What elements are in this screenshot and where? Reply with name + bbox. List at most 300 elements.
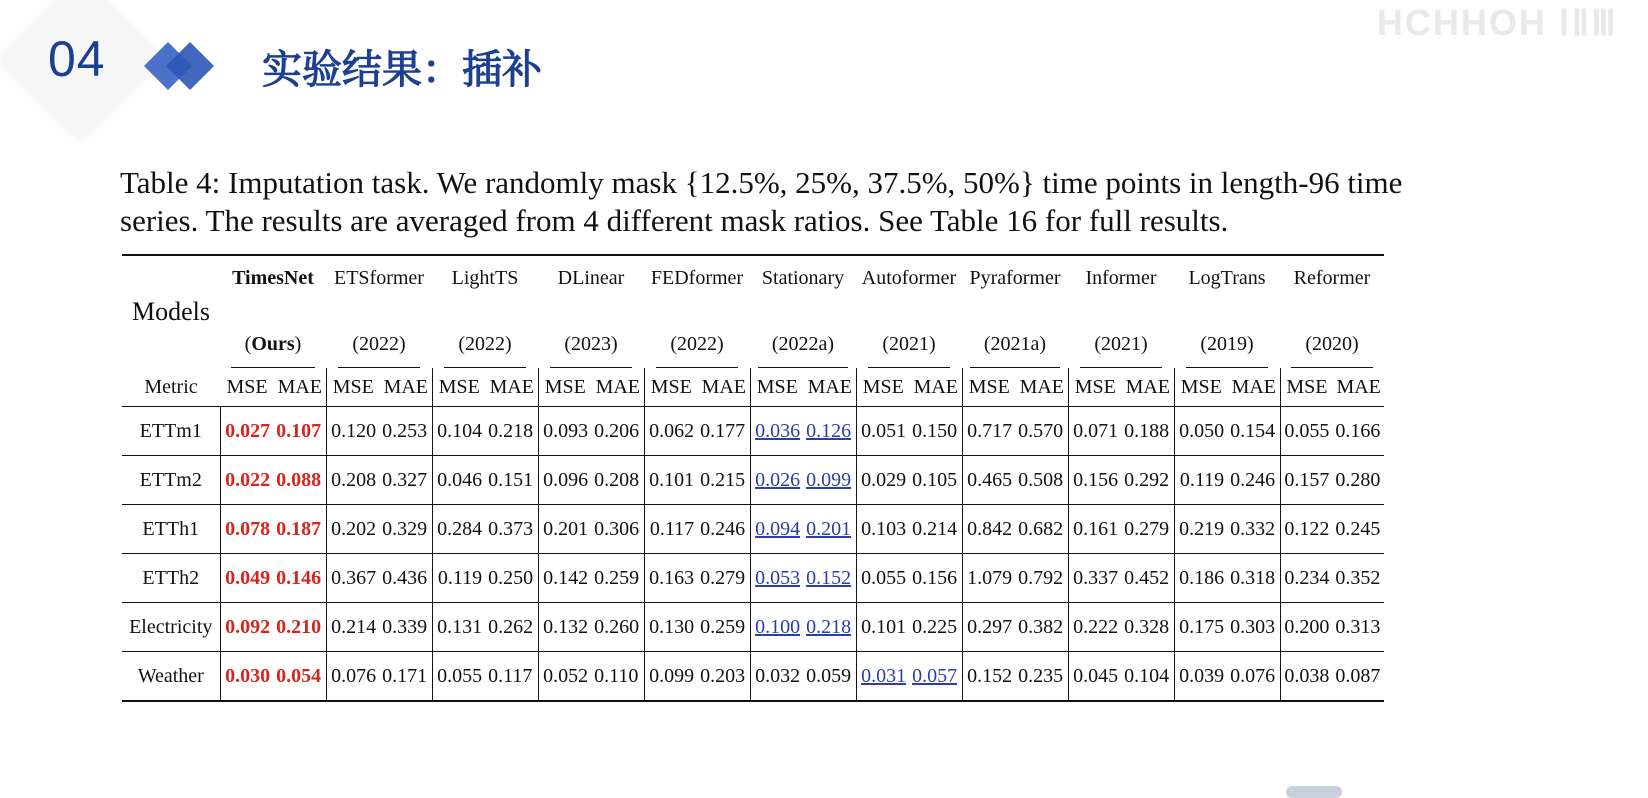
table-row bbox=[122, 407, 1384, 456]
cell-mse bbox=[1068, 554, 1122, 603]
cell-value: 0.186 bbox=[1179, 566, 1225, 589]
model-header-3 bbox=[538, 255, 644, 368]
cell-value: 0.329 bbox=[382, 517, 428, 540]
cell-mse bbox=[644, 554, 698, 603]
cell-value: 0.152 bbox=[806, 566, 852, 589]
cell-mae bbox=[274, 456, 326, 505]
model-name: ETSformer bbox=[334, 267, 424, 289]
model-header-10 bbox=[1280, 255, 1384, 368]
cell-mse bbox=[1174, 407, 1228, 456]
cell-mae bbox=[1016, 505, 1068, 554]
cell-value: 0.119 bbox=[437, 566, 483, 589]
cell-mse bbox=[1068, 505, 1122, 554]
cell-mae bbox=[910, 407, 962, 456]
cell-value: 0.337 bbox=[1073, 566, 1119, 589]
cell-value: 0.792 bbox=[1018, 566, 1064, 589]
cell-mse bbox=[220, 652, 274, 702]
cell-value: 0.092 bbox=[225, 615, 271, 638]
cell-value: 0.201 bbox=[806, 517, 852, 540]
table-row bbox=[122, 505, 1384, 554]
cell-mse bbox=[856, 456, 910, 505]
cell-mse bbox=[750, 407, 804, 456]
cell-mse bbox=[220, 505, 274, 554]
cell-mae bbox=[1122, 554, 1174, 603]
cell-value: 0.126 bbox=[806, 419, 852, 442]
models-label: Models bbox=[132, 297, 210, 326]
metric-mse: MSE bbox=[862, 375, 904, 398]
cell-mse bbox=[538, 554, 592, 603]
metric-header-row bbox=[122, 368, 1384, 407]
metric-mse: MSE bbox=[968, 375, 1010, 398]
models-header-row bbox=[122, 255, 1384, 368]
model-header-6 bbox=[856, 255, 962, 368]
section-number: 04 bbox=[48, 31, 106, 87]
cell-value: 0.103 bbox=[861, 517, 907, 540]
cell-mae bbox=[592, 505, 644, 554]
cell-value: 0.382 bbox=[1018, 615, 1064, 638]
cell-mse bbox=[856, 407, 910, 456]
cell-mae bbox=[274, 603, 326, 652]
cell-mse bbox=[962, 603, 1016, 652]
cell-value: 0.101 bbox=[861, 615, 907, 638]
cell-value: 0.045 bbox=[1073, 664, 1119, 687]
cell-value: 0.051 bbox=[861, 419, 907, 442]
cell-mse bbox=[644, 407, 698, 456]
cell-value: 0.187 bbox=[276, 517, 322, 540]
cell-mae bbox=[1333, 456, 1384, 505]
metric-mae: MAE bbox=[486, 368, 538, 407]
cell-mse bbox=[1068, 407, 1122, 456]
cell-mse bbox=[326, 505, 380, 554]
cell-value: 0.225 bbox=[912, 615, 958, 638]
cell-value: 1.079 bbox=[967, 566, 1013, 589]
cell-mse bbox=[538, 505, 592, 554]
dataset-name: Electricity bbox=[122, 603, 220, 652]
metric-mae: MAE bbox=[274, 368, 326, 407]
cell-mae bbox=[698, 603, 750, 652]
cell-value: 0.027 bbox=[225, 419, 271, 442]
cell-value: 0.055 bbox=[437, 664, 483, 687]
cell-value: 0.094 bbox=[755, 517, 801, 540]
cell-mse bbox=[1174, 505, 1228, 554]
cell-mse bbox=[962, 505, 1016, 554]
cell-value: 0.259 bbox=[594, 566, 640, 589]
cell-value: 0.842 bbox=[967, 517, 1013, 540]
cell-value: 0.142 bbox=[543, 566, 589, 589]
cell-mse bbox=[326, 554, 380, 603]
cell-mse bbox=[1280, 603, 1333, 652]
model-year: (2021) bbox=[1080, 328, 1161, 368]
model-header-4 bbox=[644, 255, 750, 368]
model-name: Stationary bbox=[761, 267, 845, 289]
cell-value: 0.682 bbox=[1018, 517, 1064, 540]
metric-mse: MSE bbox=[756, 375, 798, 398]
cell-mse bbox=[750, 603, 804, 652]
metric-mse: MSE bbox=[1180, 375, 1222, 398]
cell-mae bbox=[1333, 603, 1384, 652]
cell-value: 0.076 bbox=[1230, 664, 1276, 687]
cell-mae bbox=[910, 603, 962, 652]
cell-value: 0.104 bbox=[1124, 664, 1170, 687]
cell-value: 0.262 bbox=[488, 615, 534, 638]
cell-value: 0.119 bbox=[1179, 468, 1225, 491]
cell-mae bbox=[1228, 554, 1280, 603]
metric-mse: MSE bbox=[1286, 375, 1328, 398]
cell-value: 0.452 bbox=[1124, 566, 1170, 589]
cell-mae bbox=[592, 456, 644, 505]
cell-mae bbox=[274, 505, 326, 554]
cell-value: 0.130 bbox=[649, 615, 695, 638]
cell-value: 0.151 bbox=[488, 468, 534, 491]
table-row bbox=[122, 603, 1384, 652]
cell-value: 0.104 bbox=[437, 419, 483, 442]
cell-mse bbox=[644, 456, 698, 505]
cell-mse bbox=[856, 603, 910, 652]
cell-value: 0.054 bbox=[276, 664, 322, 687]
cell-mae bbox=[1333, 505, 1384, 554]
cell-value: 0.465 bbox=[967, 468, 1013, 491]
cell-mse bbox=[220, 407, 274, 456]
cell-mse bbox=[326, 603, 380, 652]
cell-mse bbox=[1174, 603, 1228, 652]
cell-mse bbox=[644, 505, 698, 554]
metric-mae: MAE bbox=[910, 368, 962, 407]
cell-mae bbox=[1016, 554, 1068, 603]
cell-mse bbox=[962, 554, 1016, 603]
cell-mse bbox=[856, 554, 910, 603]
cell-value: 0.279 bbox=[700, 566, 746, 589]
metric-mse: MSE bbox=[544, 375, 586, 398]
cell-value: 0.154 bbox=[1230, 419, 1276, 442]
cell-mae bbox=[486, 554, 538, 603]
cell-mae bbox=[486, 407, 538, 456]
model-name: Pyraformer bbox=[969, 267, 1061, 289]
cell-value: 0.078 bbox=[225, 517, 271, 540]
cell-mae bbox=[804, 505, 856, 554]
cell-value: 0.234 bbox=[1284, 566, 1330, 589]
cell-value: 0.049 bbox=[225, 566, 271, 589]
metric-mae: MAE bbox=[1228, 368, 1280, 407]
dataset-name: ETTh1 bbox=[122, 505, 220, 554]
cell-value: 0.214 bbox=[331, 615, 377, 638]
cell-mae bbox=[592, 603, 644, 652]
cell-mse bbox=[538, 407, 592, 456]
cell-value: 0.146 bbox=[276, 566, 322, 589]
metric-mse: MSE bbox=[226, 375, 268, 398]
model-name: TimesNet bbox=[232, 267, 314, 289]
cell-value: 0.250 bbox=[488, 566, 534, 589]
cell-value: 0.215 bbox=[700, 468, 746, 491]
cell-value: 0.131 bbox=[437, 615, 483, 638]
cell-value: 0.062 bbox=[649, 419, 695, 442]
cell-value: 0.101 bbox=[649, 468, 695, 491]
cell-mae bbox=[380, 456, 432, 505]
cell-mae bbox=[274, 554, 326, 603]
metric-mae: MAE bbox=[380, 368, 432, 407]
cell-value: 0.117 bbox=[488, 664, 533, 687]
cell-value: 0.214 bbox=[912, 517, 958, 540]
cell-mse bbox=[1174, 456, 1228, 505]
metric-mse: MSE bbox=[438, 375, 480, 398]
table-row bbox=[122, 456, 1384, 505]
cell-value: 0.279 bbox=[1124, 517, 1170, 540]
cell-value: 0.156 bbox=[1073, 468, 1119, 491]
cell-value: 0.297 bbox=[967, 615, 1013, 638]
cell-value: 0.055 bbox=[861, 566, 907, 589]
cell-mae bbox=[1228, 652, 1280, 702]
cell-value: 0.156 bbox=[912, 566, 958, 589]
results-table bbox=[122, 254, 1384, 702]
cell-mse bbox=[962, 456, 1016, 505]
cell-mae bbox=[380, 652, 432, 702]
cell-mae bbox=[910, 652, 962, 702]
cell-mae bbox=[804, 456, 856, 505]
cell-mse bbox=[538, 603, 592, 652]
cell-mae bbox=[592, 407, 644, 456]
cell-mse bbox=[432, 603, 486, 652]
cell-mse bbox=[432, 505, 486, 554]
cell-value: 0.026 bbox=[755, 468, 801, 491]
model-name: Informer bbox=[1085, 267, 1157, 289]
cell-value: 0.306 bbox=[594, 517, 640, 540]
cell-value: 0.292 bbox=[1124, 468, 1170, 491]
cell-mse bbox=[1068, 652, 1122, 702]
metric-mae: MAE bbox=[592, 368, 644, 407]
model-header-0 bbox=[220, 255, 326, 368]
model-year: (2021a) bbox=[970, 328, 1060, 368]
cell-mse bbox=[644, 652, 698, 702]
cell-mae bbox=[1228, 505, 1280, 554]
cell-mae bbox=[1122, 456, 1174, 505]
cell-value: 0.332 bbox=[1230, 517, 1276, 540]
model-name: LightTS bbox=[451, 267, 519, 289]
cell-value: 0.202 bbox=[331, 517, 377, 540]
cell-value: 0.208 bbox=[331, 468, 377, 491]
cell-value: 0.188 bbox=[1124, 419, 1170, 442]
cell-value: 0.318 bbox=[1230, 566, 1276, 589]
model-year-ours: Ours bbox=[251, 333, 295, 355]
metric-mae: MAE bbox=[1016, 368, 1068, 407]
cell-mse bbox=[962, 407, 1016, 456]
cell-mse bbox=[326, 456, 380, 505]
cell-value: 0.201 bbox=[543, 517, 589, 540]
cell-mae bbox=[592, 554, 644, 603]
cell-value: 0.352 bbox=[1335, 566, 1381, 589]
cell-mae bbox=[1016, 456, 1068, 505]
cell-value: 0.096 bbox=[543, 468, 589, 491]
cell-mse bbox=[1280, 652, 1333, 702]
model-header-5 bbox=[750, 255, 856, 368]
model-name: Autoformer bbox=[861, 267, 957, 289]
cell-mae bbox=[910, 554, 962, 603]
cell-value: 0.175 bbox=[1179, 615, 1225, 638]
cell-mse bbox=[856, 652, 910, 702]
cell-mse bbox=[750, 456, 804, 505]
cell-value: 0.284 bbox=[437, 517, 483, 540]
model-year: (2022) bbox=[338, 328, 419, 368]
cell-mse bbox=[432, 652, 486, 702]
cell-mae bbox=[804, 652, 856, 702]
cell-value: 0.099 bbox=[649, 664, 695, 687]
cell-value: 0.093 bbox=[543, 419, 589, 442]
cell-value: 0.105 bbox=[912, 468, 958, 491]
cell-mae bbox=[1333, 554, 1384, 603]
cell-value: 0.171 bbox=[382, 664, 428, 687]
cell-mse bbox=[1280, 456, 1333, 505]
cell-mae bbox=[380, 603, 432, 652]
cell-mse bbox=[856, 505, 910, 554]
cell-mae bbox=[804, 554, 856, 603]
cell-value: 0.150 bbox=[912, 419, 958, 442]
cell-value: 0.030 bbox=[225, 664, 271, 687]
metric-label: Metric bbox=[144, 375, 198, 398]
cell-value: 0.031 bbox=[861, 664, 907, 687]
cell-value: 0.163 bbox=[649, 566, 695, 589]
cell-value: 0.120 bbox=[331, 419, 377, 442]
cell-mae bbox=[698, 505, 750, 554]
cell-value: 0.218 bbox=[806, 615, 852, 638]
cell-mae bbox=[486, 456, 538, 505]
cell-value: 0.218 bbox=[488, 419, 534, 442]
cell-mae bbox=[274, 652, 326, 702]
cell-value: 0.029 bbox=[861, 468, 907, 491]
cell-mse bbox=[750, 554, 804, 603]
cell-value: 0.246 bbox=[1230, 468, 1276, 491]
model-name: Reformer bbox=[1293, 267, 1371, 289]
cell-mae bbox=[486, 505, 538, 554]
cell-value: 0.303 bbox=[1230, 615, 1276, 638]
cell-value: 0.222 bbox=[1073, 615, 1119, 638]
cell-value: 0.055 bbox=[1284, 419, 1330, 442]
model-header-9 bbox=[1174, 255, 1280, 368]
cell-value: 0.436 bbox=[382, 566, 428, 589]
cell-mse bbox=[326, 407, 380, 456]
model-year: (2019) bbox=[1186, 328, 1267, 368]
cell-value: 0.235 bbox=[1018, 664, 1064, 687]
cell-value: 0.088 bbox=[276, 468, 322, 491]
cell-mae bbox=[804, 603, 856, 652]
cell-value: 0.245 bbox=[1335, 517, 1381, 540]
cell-mse bbox=[962, 652, 1016, 702]
model-header-1 bbox=[326, 255, 432, 368]
cell-value: 0.161 bbox=[1073, 517, 1119, 540]
metric-mae: MAE bbox=[1122, 368, 1174, 407]
cell-mae bbox=[698, 407, 750, 456]
cell-value: 0.036 bbox=[755, 419, 801, 442]
cell-mse bbox=[1280, 554, 1333, 603]
cell-value: 0.152 bbox=[967, 664, 1013, 687]
dataset-name: ETTh2 bbox=[122, 554, 220, 603]
cell-value: 0.022 bbox=[225, 468, 271, 491]
cell-mse bbox=[326, 652, 380, 702]
cell-value: 0.200 bbox=[1284, 615, 1330, 638]
cell-value: 0.087 bbox=[1335, 664, 1381, 687]
cell-mse bbox=[538, 456, 592, 505]
metric-mse: MSE bbox=[332, 375, 374, 398]
cell-mse bbox=[220, 456, 274, 505]
dataset-name: ETTm1 bbox=[122, 407, 220, 456]
cell-mae bbox=[1122, 407, 1174, 456]
cell-mse bbox=[1174, 554, 1228, 603]
metric-mae: MAE bbox=[1336, 375, 1381, 398]
cell-mae bbox=[1122, 505, 1174, 554]
cell-mse bbox=[1174, 652, 1228, 702]
cell-value: 0.328 bbox=[1124, 615, 1170, 638]
cell-value: 0.373 bbox=[488, 517, 534, 540]
model-year: (Ours) bbox=[231, 328, 316, 368]
cell-value: 0.219 bbox=[1179, 517, 1225, 540]
cell-mae bbox=[910, 505, 962, 554]
cell-mae bbox=[698, 456, 750, 505]
metric-mae: MAE bbox=[698, 368, 750, 407]
cell-mse bbox=[432, 456, 486, 505]
cell-mae bbox=[380, 407, 432, 456]
cell-value: 0.210 bbox=[276, 615, 322, 638]
cell-mse bbox=[1068, 456, 1122, 505]
model-header-7 bbox=[962, 255, 1068, 368]
cell-mse bbox=[644, 603, 698, 652]
cell-value: 0.038 bbox=[1284, 664, 1330, 687]
model-header-2 bbox=[432, 255, 538, 368]
cell-mae bbox=[380, 505, 432, 554]
cell-value: 0.253 bbox=[382, 419, 428, 442]
cell-mae bbox=[274, 407, 326, 456]
dataset-name: Weather bbox=[122, 652, 220, 702]
cell-mae bbox=[1016, 603, 1068, 652]
cell-mae bbox=[1228, 407, 1280, 456]
cell-value: 0.050 bbox=[1179, 419, 1225, 442]
cell-mse bbox=[750, 505, 804, 554]
cell-mae bbox=[804, 407, 856, 456]
cell-mae bbox=[698, 554, 750, 603]
model-name: FEDformer bbox=[650, 267, 744, 289]
model-header-8 bbox=[1068, 255, 1174, 368]
cell-value: 0.339 bbox=[382, 615, 428, 638]
cell-value: 0.107 bbox=[276, 419, 322, 442]
model-year: (2021) bbox=[868, 328, 949, 368]
cell-value: 0.208 bbox=[594, 468, 640, 491]
cell-value: 0.132 bbox=[543, 615, 589, 638]
cell-value: 0.117 bbox=[649, 517, 695, 540]
cell-mse bbox=[220, 554, 274, 603]
cell-value: 0.259 bbox=[700, 615, 746, 638]
cell-mse bbox=[1280, 505, 1333, 554]
cell-value: 0.203 bbox=[700, 664, 746, 687]
cell-value: 0.057 bbox=[912, 664, 958, 687]
cell-value: 0.206 bbox=[594, 419, 640, 442]
cell-value: 0.053 bbox=[755, 566, 801, 589]
cell-mse bbox=[1280, 407, 1333, 456]
cell-value: 0.157 bbox=[1284, 468, 1330, 491]
cell-value: 0.052 bbox=[543, 664, 589, 687]
model-year: (2022) bbox=[444, 328, 525, 368]
cell-mse bbox=[538, 652, 592, 702]
cell-mae bbox=[1228, 456, 1280, 505]
cell-value: 0.570 bbox=[1018, 419, 1064, 442]
cell-mae bbox=[910, 456, 962, 505]
metric-mse: MSE bbox=[650, 375, 692, 398]
cell-value: 0.246 bbox=[700, 517, 746, 540]
cell-mae bbox=[1228, 603, 1280, 652]
cell-value: 0.508 bbox=[1018, 468, 1064, 491]
cell-value: 0.280 bbox=[1335, 468, 1381, 491]
cell-mse bbox=[1068, 603, 1122, 652]
table-row bbox=[122, 652, 1384, 702]
cell-mae bbox=[380, 554, 432, 603]
model-year: (2022) bbox=[656, 328, 737, 368]
model-year: (2023) bbox=[550, 328, 631, 368]
cell-value: 0.059 bbox=[806, 664, 852, 687]
